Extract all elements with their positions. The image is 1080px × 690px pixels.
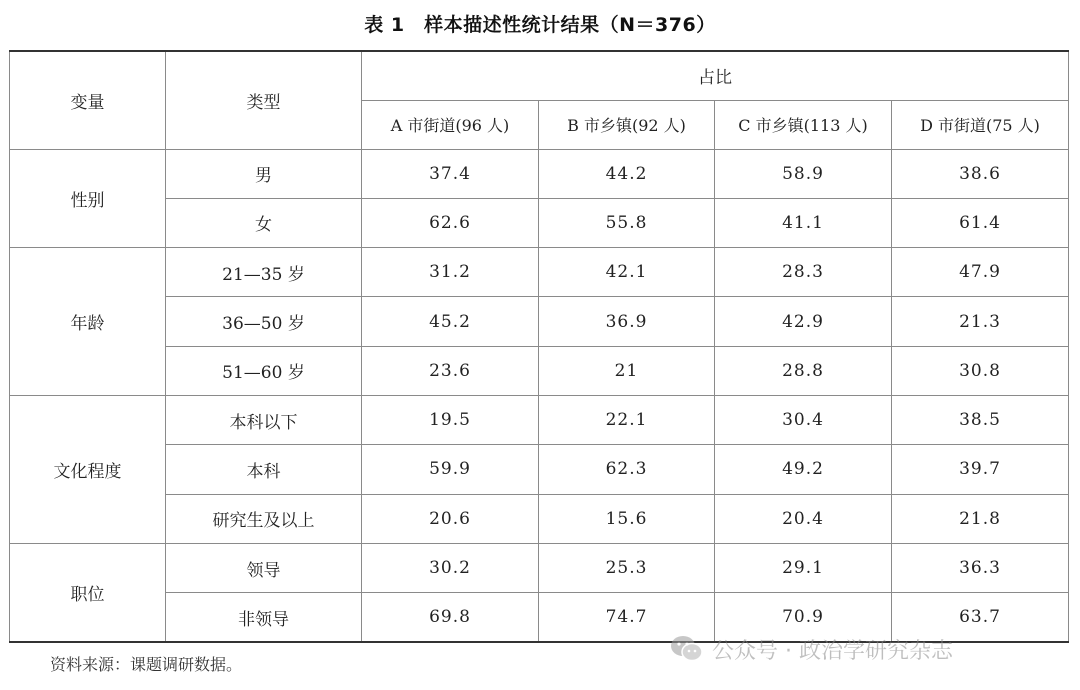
value-cell: 21.3: [892, 297, 1069, 346]
table-row: [10, 445, 1069, 494]
value-cell: 49.2: [715, 445, 892, 494]
variable-cell: 职位: [10, 543, 166, 642]
header-col-a: A 市街道(96 人): [362, 100, 539, 149]
table-row: [10, 346, 1069, 395]
type-cell: 本科以下: [166, 395, 362, 444]
value-cell: 58.9: [715, 149, 892, 198]
value-cell: 38.6: [892, 149, 1069, 198]
table-row: [10, 248, 1069, 297]
value-cell: 42.9: [715, 297, 892, 346]
header-col-c: C 市乡镇(113 人): [715, 100, 892, 149]
value-cell: 74.7: [539, 593, 715, 642]
value-cell: 39.7: [892, 445, 1069, 494]
value-cell: 25.3: [539, 543, 715, 592]
value-cell: 45.2: [362, 297, 539, 346]
watermark: [670, 630, 953, 668]
value-cell: 20.6: [362, 494, 539, 543]
type-cell: 本科: [166, 445, 362, 494]
value-cell: 62.3: [539, 445, 715, 494]
table-row: [10, 543, 1069, 592]
value-cell: 59.9: [362, 445, 539, 494]
value-cell: 47.9: [892, 248, 1069, 297]
header-variable: 变量: [10, 51, 166, 149]
value-cell: 42.1: [539, 248, 715, 297]
value-cell: 28.8: [715, 346, 892, 395]
value-cell: 63.7: [892, 593, 1069, 642]
variable-cell: 文化程度: [10, 395, 166, 543]
value-cell: 29.1: [715, 543, 892, 592]
value-cell: 20.4: [715, 494, 892, 543]
type-cell: 51—60 岁: [166, 346, 362, 395]
variable-cell: 性别: [10, 149, 166, 248]
type-cell: 领导: [166, 543, 362, 592]
table-row: [10, 198, 1069, 247]
value-cell: 28.3: [715, 248, 892, 297]
value-cell: 30.8: [892, 346, 1069, 395]
table-row: [10, 297, 1069, 346]
table-row: [10, 149, 1069, 198]
source-note: 资料来源：课题调研数据。: [50, 655, 243, 674]
value-cell: 31.2: [362, 248, 539, 297]
value-cell: 38.5: [892, 395, 1069, 444]
header-col-d: D 市街道(75 人): [892, 100, 1069, 149]
header-row-top: [10, 51, 1069, 100]
variable-cell: 年龄: [10, 248, 166, 396]
type-cell: 36—50 岁: [166, 297, 362, 346]
value-cell: 23.6: [362, 346, 539, 395]
value-cell: 36.3: [892, 543, 1069, 592]
table-row: [10, 494, 1069, 543]
value-cell: 21: [539, 346, 715, 395]
type-cell: 研究生及以上: [166, 494, 362, 543]
watermark-text: 公众号 · 政治学研究杂志: [712, 638, 953, 664]
type-cell: 男: [166, 149, 362, 198]
value-cell: 30.4: [715, 395, 892, 444]
table-title: 表 1 样本描述性统计结果（N＝376）: [364, 14, 716, 36]
type-cell: 21—35 岁: [166, 248, 362, 297]
value-cell: 21.8: [892, 494, 1069, 543]
value-cell: 70.9: [715, 593, 892, 642]
type-cell: 女: [166, 198, 362, 247]
type-cell: 非领导: [166, 593, 362, 642]
value-cell: 15.6: [539, 494, 715, 543]
value-cell: 30.2: [362, 543, 539, 592]
value-cell: 62.6: [362, 198, 539, 247]
header-proportion: 占比: [362, 51, 1069, 100]
table-row: [10, 395, 1069, 444]
value-cell: 37.4: [362, 149, 539, 198]
table-body: [10, 149, 1069, 642]
value-cell: 61.4: [892, 198, 1069, 247]
value-cell: 41.1: [715, 198, 892, 247]
value-cell: 44.2: [539, 149, 715, 198]
value-cell: 55.8: [539, 198, 715, 247]
value-cell: 22.1: [539, 395, 715, 444]
wechat-icon: [670, 634, 704, 664]
statistics-table: [9, 50, 1069, 643]
value-cell: 69.8: [362, 593, 539, 642]
header-type: 类型: [166, 51, 362, 149]
value-cell: 36.9: [539, 297, 715, 346]
value-cell: 19.5: [362, 395, 539, 444]
header-col-b: B 市乡镇(92 人): [539, 100, 715, 149]
